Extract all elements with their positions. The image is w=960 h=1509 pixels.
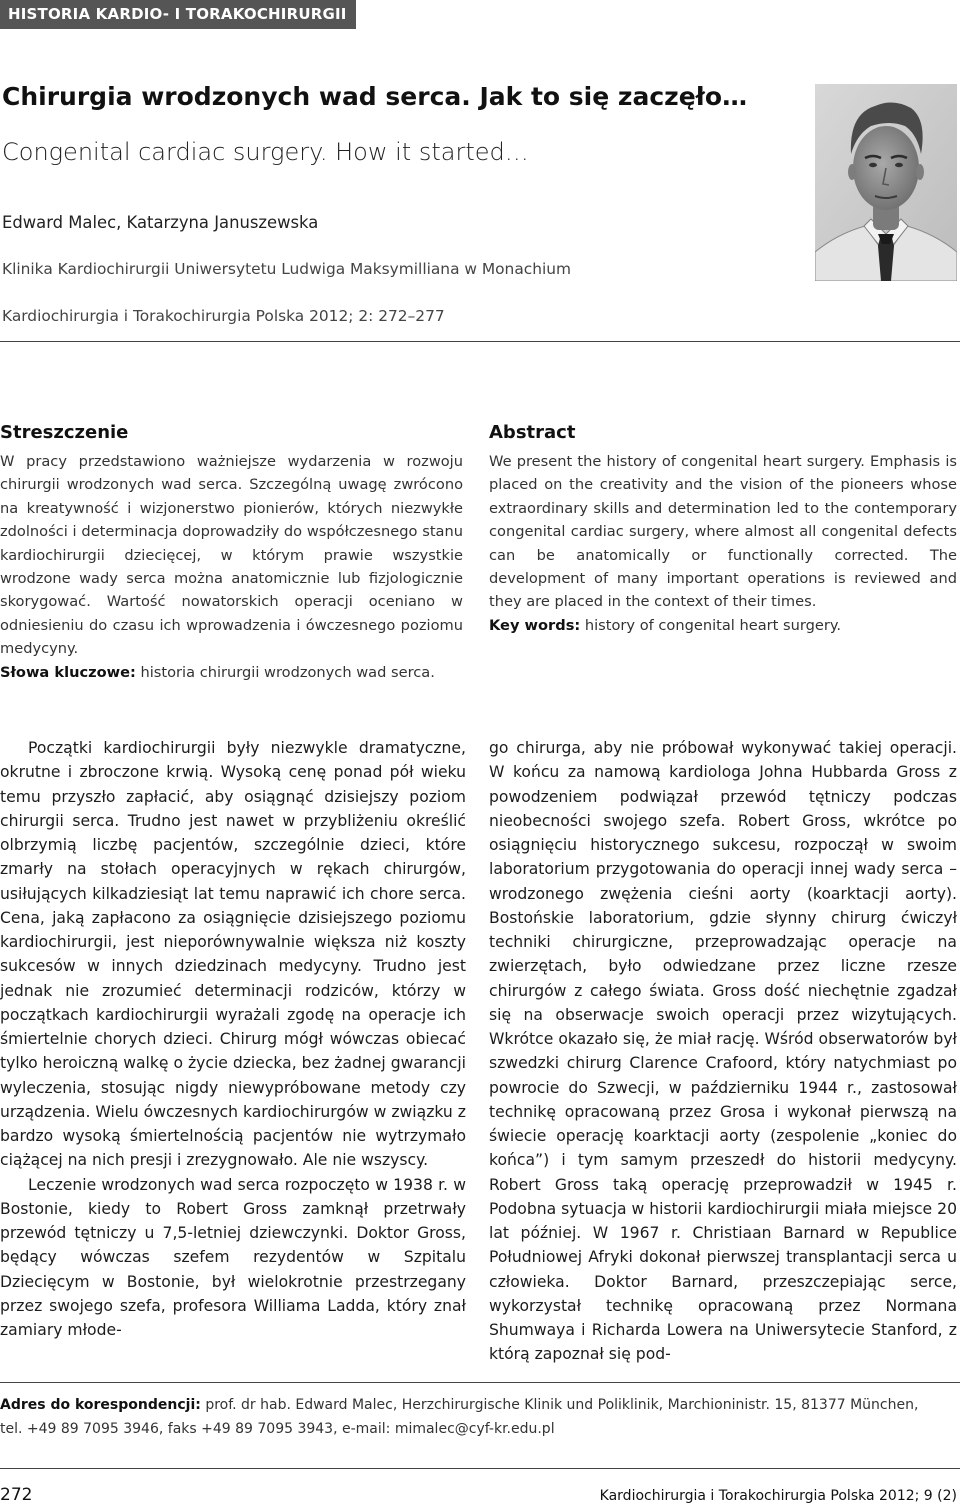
body-column-left — [0, 736, 466, 1342]
abstract-en — [489, 422, 957, 637]
correspondence — [0, 1393, 960, 1441]
body-paragraph: Leczenie wrodzonych wad serca rozpoczęto w 1938 r. w Bostonie, kiedy to Robert Gross zamknął przetrwały przewód tętniczy u 7,5-letniej dziewczynki. Doktor Gross, będący wówczas szefem rezydentów w Szpitalu Dziecięcym w Bostonie, był wielokrotnie przestrzegany przez swojego szefa, profesora Williama Ladda, który znał zamiary młode- — [0, 1175, 466, 1339]
footer-divider — [0, 1468, 960, 1469]
article-title-pl: Chirurgia wrodzonych wad serca. Jak to się zaczęło… — [2, 82, 748, 111]
abstract-pl — [0, 422, 463, 684]
header-divider — [0, 341, 960, 342]
journal-name: Kardiochirurgia i Torakochirurgia Polska — [599, 1488, 875, 1504]
footnote-divider — [0, 1382, 960, 1383]
correspondence-address: prof. dr hab. Edward Malec, Herzchirurgische Klinik und Poliklinik, Marchioninistr. 15, 81377 München, — [205, 1397, 919, 1413]
citation: Kardiochirurgia i Torakochirurgia Polska 2012; 2: 272–277 — [2, 307, 445, 325]
abstract-en-body: We present the history of congenital heart surgery. Emphasis is placed on the creativity and the vision of the pioneers whose extraordinary skills and determination led to the contemporary congenital cardiac surgery, where almost all congenital defects can be anatomically or functionally corrected. The development of many important operations is reviewed and they are placed in the context of their times. — [489, 453, 957, 611]
section-badge: HISTORIA KARDIO- I TORAKOCHIRURGII — [0, 0, 356, 29]
abstract-en-heading: Abstract — [489, 422, 576, 443]
correspondence-address-line — [0, 1393, 960, 1417]
abstract-pl-heading: Streszczenie — [0, 422, 129, 443]
abstract-en-text — [489, 450, 957, 637]
correspondence-contact: tel. +49 89 7095 3946, faks +49 89 7095 3943, e-mail: mimalec@cyf-kr.edu.pl — [0, 1421, 555, 1437]
keywords-en: history of congenital heart surgery. — [584, 616, 842, 634]
body-paragraph: go chirurga, aby nie próbował wykonywać takiej operacji. W końcu za namową kardiologa Johna Hubbarda Gross z powodzeniem podwiązał przewód tętniczy podczas nieobecności swojego szefa. Robert Gross, wkrótce po osiągnięciu historycznego sukcesu, rozpoczął w swoim laboratorium przygotowania do operacji innej wady serca – wrodzonego zwężenia cieśni aorty (koarktacji aorty). Bostońskie laboratorium, gdzie słynny chirurg ćwiczył techniki chirurgiczne, przeprowadzając operacje na zwierzętach, było odwiedzane przez liczne rzesze chirurgów z całego świata. Gross dość niechętnie zgadzał się na obserwacje swoich operacji przez wizytujących. Wkrótce okazało się, że miał rację. Wśród obserwatorów był szwedzki chirurg Clarence Crafoord, który natychmiast po powrocie do Szwecji, w październiku 1944 r., zastosował technikę opracowaną przez Grosa i wykonał pierwszą na świecie operację koarktacji aorty (zespolenie „koniec do końca”) i tym samym przeszedł do historii medycyny. Robert Gross taką operację przeprowadził w 1945 r. Podobna sytuacja w historii kardiochirurgii miała miejsce 20 lat później. W 1967 r. Christiaan Barnard w Republice Południowej Afryki dokonał pierwszej transplantacji serca u człowieka. Doktor Barnard, przeszczepiając serce, wykorzystał technikę opracowaną przez Normana Shumwaya i Richarda Lowera na Uniwersytecie Stanford, z którą zapoznał się pod- — [489, 739, 957, 1364]
authors: Edward Malec, Katarzyna Januszewska — [2, 213, 319, 232]
keywords-pl-label: Słowa kluczowe: — [0, 663, 136, 681]
abstract-pl-body: W pracy przedstawiono ważniejsze wydarzenia w rozwoju chirurgii wrodzonych wad serca. Szczególną uwagę zwrócono na kreatywność i wizjonerstwo pionierów, których niezwykłe zdolności i determinacja doprowadziły do współczesnego stanu kardiochirurgii dziecięcej, w którym prawie wszystkie wrodzone wady serca można anatomicznie lub fizjologicznie skorygować. Wartość nowatorskich operacji oceniano w odniesieniu do czasu ich wprowadzenia i ówczesnego poziomu medycyny. — [0, 453, 463, 658]
keywords-en-label: Key words: — [489, 616, 581, 634]
page-number: 272 — [0, 1485, 33, 1505]
affiliation: Klinika Kardiochirurgii Uniwersytetu Ludwiga Maksymilliana w Monachium — [2, 260, 571, 278]
keywords-pl: historia chirurgii wrodzonych wad serca. — [140, 663, 435, 681]
body-paragraph: Początki kardiochirurgii były niezwykle dramatyczne, okrutne i zbroczone krwią. Wysoką cenę ponad pół wieku temu przyszło zapłacić, aby osiągnąć dzisiejszy poziom chirurgii serca. Trudno jest nawet w przybliżeniu określić olbrzymią liczbę pacjentów, szczególnie dzieci, które zmarły na stołach operacyjnych w rękach chirurgów, usiłujących kilkadziesiąt lat temu naprawić ich chore serca. Cena, jaką zapłacono za osiągnięcie dzisiejszego poziomu kardiochirurgii, jest nieporównywalnie większa niż koszty sukcesów w innych dziedzinach medycyny. Trudno jest jednak nie zrozumieć determinacji rodziców, którzy w początkach kardiochirurgii wyrażali zgodę na operacje ich śmiertelnie chorych dzieci. Chirurg mógł wówczas obiecać tylko heroiczną walkę o życie dziecka, bez żadnej gwarancji wyleczenia, stosując nigdy niewypróbowane metody czy urządzenia. Wielu ówczesnych kardiochirurgów w związku z bardzo wysoką śmiertelnością pacjentów nie wytrzymało ciążącej na nich presji i zrezygnowało. Ale nie wszyscy. — [0, 739, 466, 1170]
article-title-en: Congenital cardiac surgery. How it started… — [2, 138, 529, 166]
body-column-right — [489, 736, 957, 1367]
correspondence-label: Adres do korespondencji: — [0, 1397, 201, 1413]
journal-issue: 2012; 9 (2) — [879, 1488, 957, 1504]
journal-footer — [600, 1488, 957, 1504]
abstract-pl-text — [0, 450, 463, 684]
author-portrait — [815, 84, 957, 281]
